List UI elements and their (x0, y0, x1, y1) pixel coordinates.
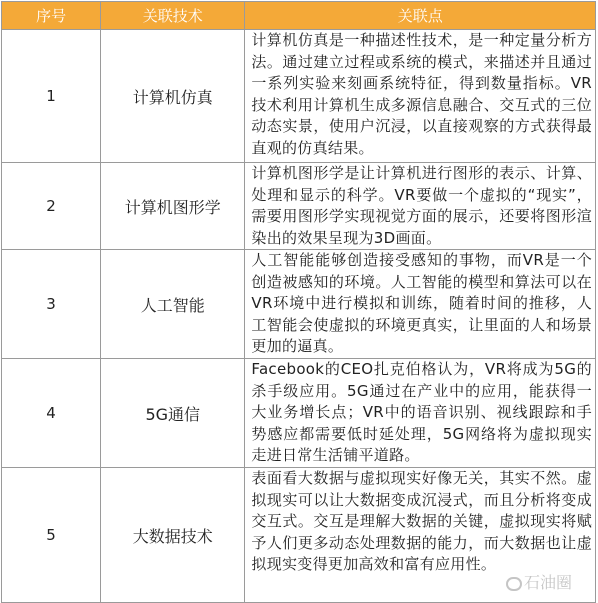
table-row (2, 359, 596, 468)
row-index: 5 (2, 468, 101, 603)
row-description: 人工智能能够创造接受感知的事物，而VR是一个创造被感知的环境。人工智能的模型和算法可以在VR环境中进行模拟和训练，随着时间的推移，人工智能会使虚拟的环境更真实，让里面的人和场景更加的逼真。 (245, 250, 596, 359)
row-tech: 5G通信 (101, 359, 245, 468)
table-row (2, 163, 596, 250)
row-index: 2 (2, 163, 101, 250)
vr-related-tech-table (1, 1, 596, 603)
wechat-icon (506, 577, 522, 591)
header-index: 序号 (2, 2, 101, 30)
row-index: 1 (2, 30, 101, 163)
header-tech: 关联技术 (101, 2, 245, 30)
row-tech: 计算机图形学 (101, 163, 245, 250)
row-tech: 大数据技术 (101, 468, 245, 603)
table-row (2, 250, 596, 359)
watermark-text: 石油圈 (523, 573, 572, 592)
row-description: 计算机仿真是一种描述性技术，是一种定量分析方法。通过建立过程或系统的模式，来描述并且通过一系列实验来刻画系统特征，得到数量指标。VR技术利用计算机生成多源信息融合、交互式的三位动态实景，使用户沉浸，以直接观察的方式获得最直观的仿真结果。 (245, 30, 596, 163)
header-row (2, 2, 596, 30)
row-description: 计算机图形学是让计算机进行图形的表示、计算、处理和显示的科学。VR要做一个虚拟的“现实”，需要用图形学实现视觉方面的展示，还要将图形渲染出的效果呈现为3D画面。 (245, 163, 596, 250)
table-row (2, 30, 596, 163)
row-tech: 计算机仿真 (101, 30, 245, 163)
watermark (506, 570, 572, 593)
row-index: 3 (2, 250, 101, 359)
row-description: 表面看大数据与虚拟现实好像无关，其实不然。虚拟现实可以让大数据变成沉浸式，而且分析将变成交互式。交互是理解大数据的关键，虚拟现实将赋予人们更多动态处理数据的能力，而大数据也让虚拟现实变得更加高效和富有应用性。 (245, 468, 596, 603)
row-description: Facebook的CEO扎克伯格认为，VR将成为5G的杀手级应用。5G通过在产业中的应用，能获得一大业务增长点；VR中的语音识别、视线跟踪和手势感应都需要低时延处理，5G网络将为虚拟现实走进日常生活铺平道路。 (245, 359, 596, 468)
header-points: 关联点 (245, 2, 596, 30)
row-tech: 人工智能 (101, 250, 245, 359)
row-index: 4 (2, 359, 101, 468)
